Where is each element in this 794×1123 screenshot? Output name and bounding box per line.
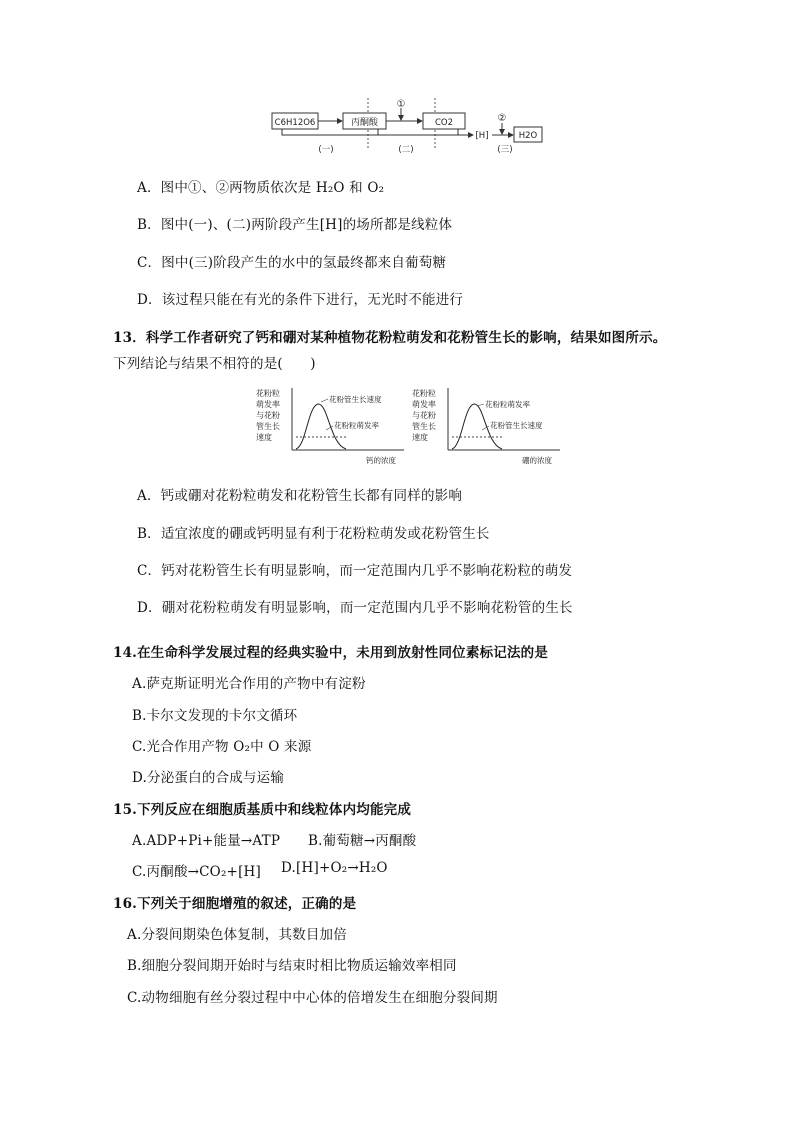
q14-option-c: C.光合作用产物 O₂中 O 来源 (132, 739, 312, 755)
chart2-xlabel: 硼的浓度 (522, 456, 552, 465)
co2-label: CO2 (434, 118, 454, 128)
q12-option-b: B．图中(一)、(二)两阶段产生[H]的场所都是线粒体 (137, 217, 453, 233)
chart2-ylabel-4: 管生长 (412, 422, 436, 431)
q12-option-a: A．图中①、②两物质依次是 H₂O 和 O₂ (137, 180, 385, 196)
water-label: H2O (518, 131, 538, 141)
chart1-ylabel-5: 速度 (256, 433, 272, 442)
chart1-flat-label: 花粉粒萌发率 (334, 421, 379, 430)
q13-option-c: C．钙对花粉管生长有明显影响，而一定范围内几乎不影响花粉粒的萌发 (137, 563, 573, 579)
q12-option-c: C．图中(三)阶段产生的水中的氢最终都来自葡萄糖 (137, 255, 447, 271)
q16-option-b: B.细胞分裂间期开始时与结束时相比物质运输效率相同 (127, 958, 457, 974)
boron-chart (412, 386, 562, 468)
q13-option-b: B．适宜浓度的硼或钙明显有利于花粉粒萌发或花粉管生长 (137, 526, 490, 542)
q13-option-a: A．钙或硼对花粉粒萌发和花粉管生长都有同样的影响 (137, 488, 463, 504)
q14-option-b: B.卡尔文发现的卡尔文循环 (132, 708, 298, 724)
chart2-ylabel-5: 速度 (412, 433, 428, 442)
q16-option-a: A.分裂间期染色体复制，其数目加倍 (127, 927, 347, 943)
chart2-curve-label: 花粉粒萌发率 (485, 400, 530, 409)
chart1-ylabel-3: 与花粉 (256, 411, 280, 420)
h-label: [H] (475, 131, 489, 141)
h-line (282, 129, 472, 135)
chart1-xlabel: 钙的浓度 (366, 456, 396, 465)
q14-option-a: A.萨克斯证明光合作用的产物中有淀粉 (132, 676, 366, 692)
q16-option-c: C.动物细胞有丝分裂过程中中心体的倍增发生在细胞分裂间期 (127, 990, 498, 1006)
chart2-ylabel-3: 与花粉 (412, 411, 436, 420)
q14-stem: 14.在生命科学发展过程的经典实验中，未用到放射性同位素标记法的是 (113, 645, 549, 661)
q15-stem: 15.下列反应在细胞质基质中和线粒体内均能完成 (113, 802, 412, 818)
q12-option-d: D．该过程只能在有光的条件下进行，无光时不能进行 (137, 292, 464, 308)
chart1-ylabel-1: 花粉粒 (256, 389, 280, 398)
stage-label-3: (三) (497, 145, 513, 155)
stage-label-1: (一) (318, 145, 334, 155)
chart2-ylabel-2: 萌发率 (412, 400, 436, 409)
stage-label-2: (二) (398, 145, 414, 155)
chart1-ylabel-4: 管生长 (256, 422, 280, 431)
q13-stem-line1: 13．科学工作者研究了钙和硼对某种植物花粉粒萌发和花粉管生长的影响，结果如图所示。 (113, 330, 667, 346)
q15-option-b: B.葡萄糖→丙酮酸 (308, 833, 417, 849)
marker-2: ② (497, 113, 507, 124)
q13-option-d: D．硼对花粉粒萌发有明显影响，而一定范围内几乎不影响花粉管的生长 (137, 600, 573, 616)
q16-stem: 16.下列关于细胞增殖的叙述，正确的是 (113, 896, 357, 912)
chart2-leader-1 (477, 404, 484, 406)
pyruvate-label: 丙酮酸 (350, 118, 379, 128)
chart1-leader-1 (321, 399, 328, 402)
chart2-flat-label: 花粉管生长速度 (490, 421, 543, 430)
q14-option-d: D.分泌蛋白的合成与运输 (132, 770, 285, 786)
chart2-ylabel-1: 花粉粒 (412, 389, 436, 398)
q15-option-c: C.丙酮酸→CO₂+[H] (132, 864, 261, 880)
calcium-chart (256, 386, 406, 468)
q15-option-d: D.[H]+O₂→H₂O (281, 860, 388, 876)
chart1-curve-label: 花粉管生长速度 (329, 395, 382, 404)
q15-option-a: A.ADP+Pi+能量→ATP (132, 833, 281, 849)
glucose-label: C6H12O6 (274, 118, 316, 128)
marker-1: ① (396, 99, 406, 110)
respiration-diagram (268, 96, 553, 160)
q13-stem-line2: 下列结论与结果不相符的是( ) (113, 356, 316, 372)
chart1-ylabel-2: 萌发率 (256, 400, 280, 409)
